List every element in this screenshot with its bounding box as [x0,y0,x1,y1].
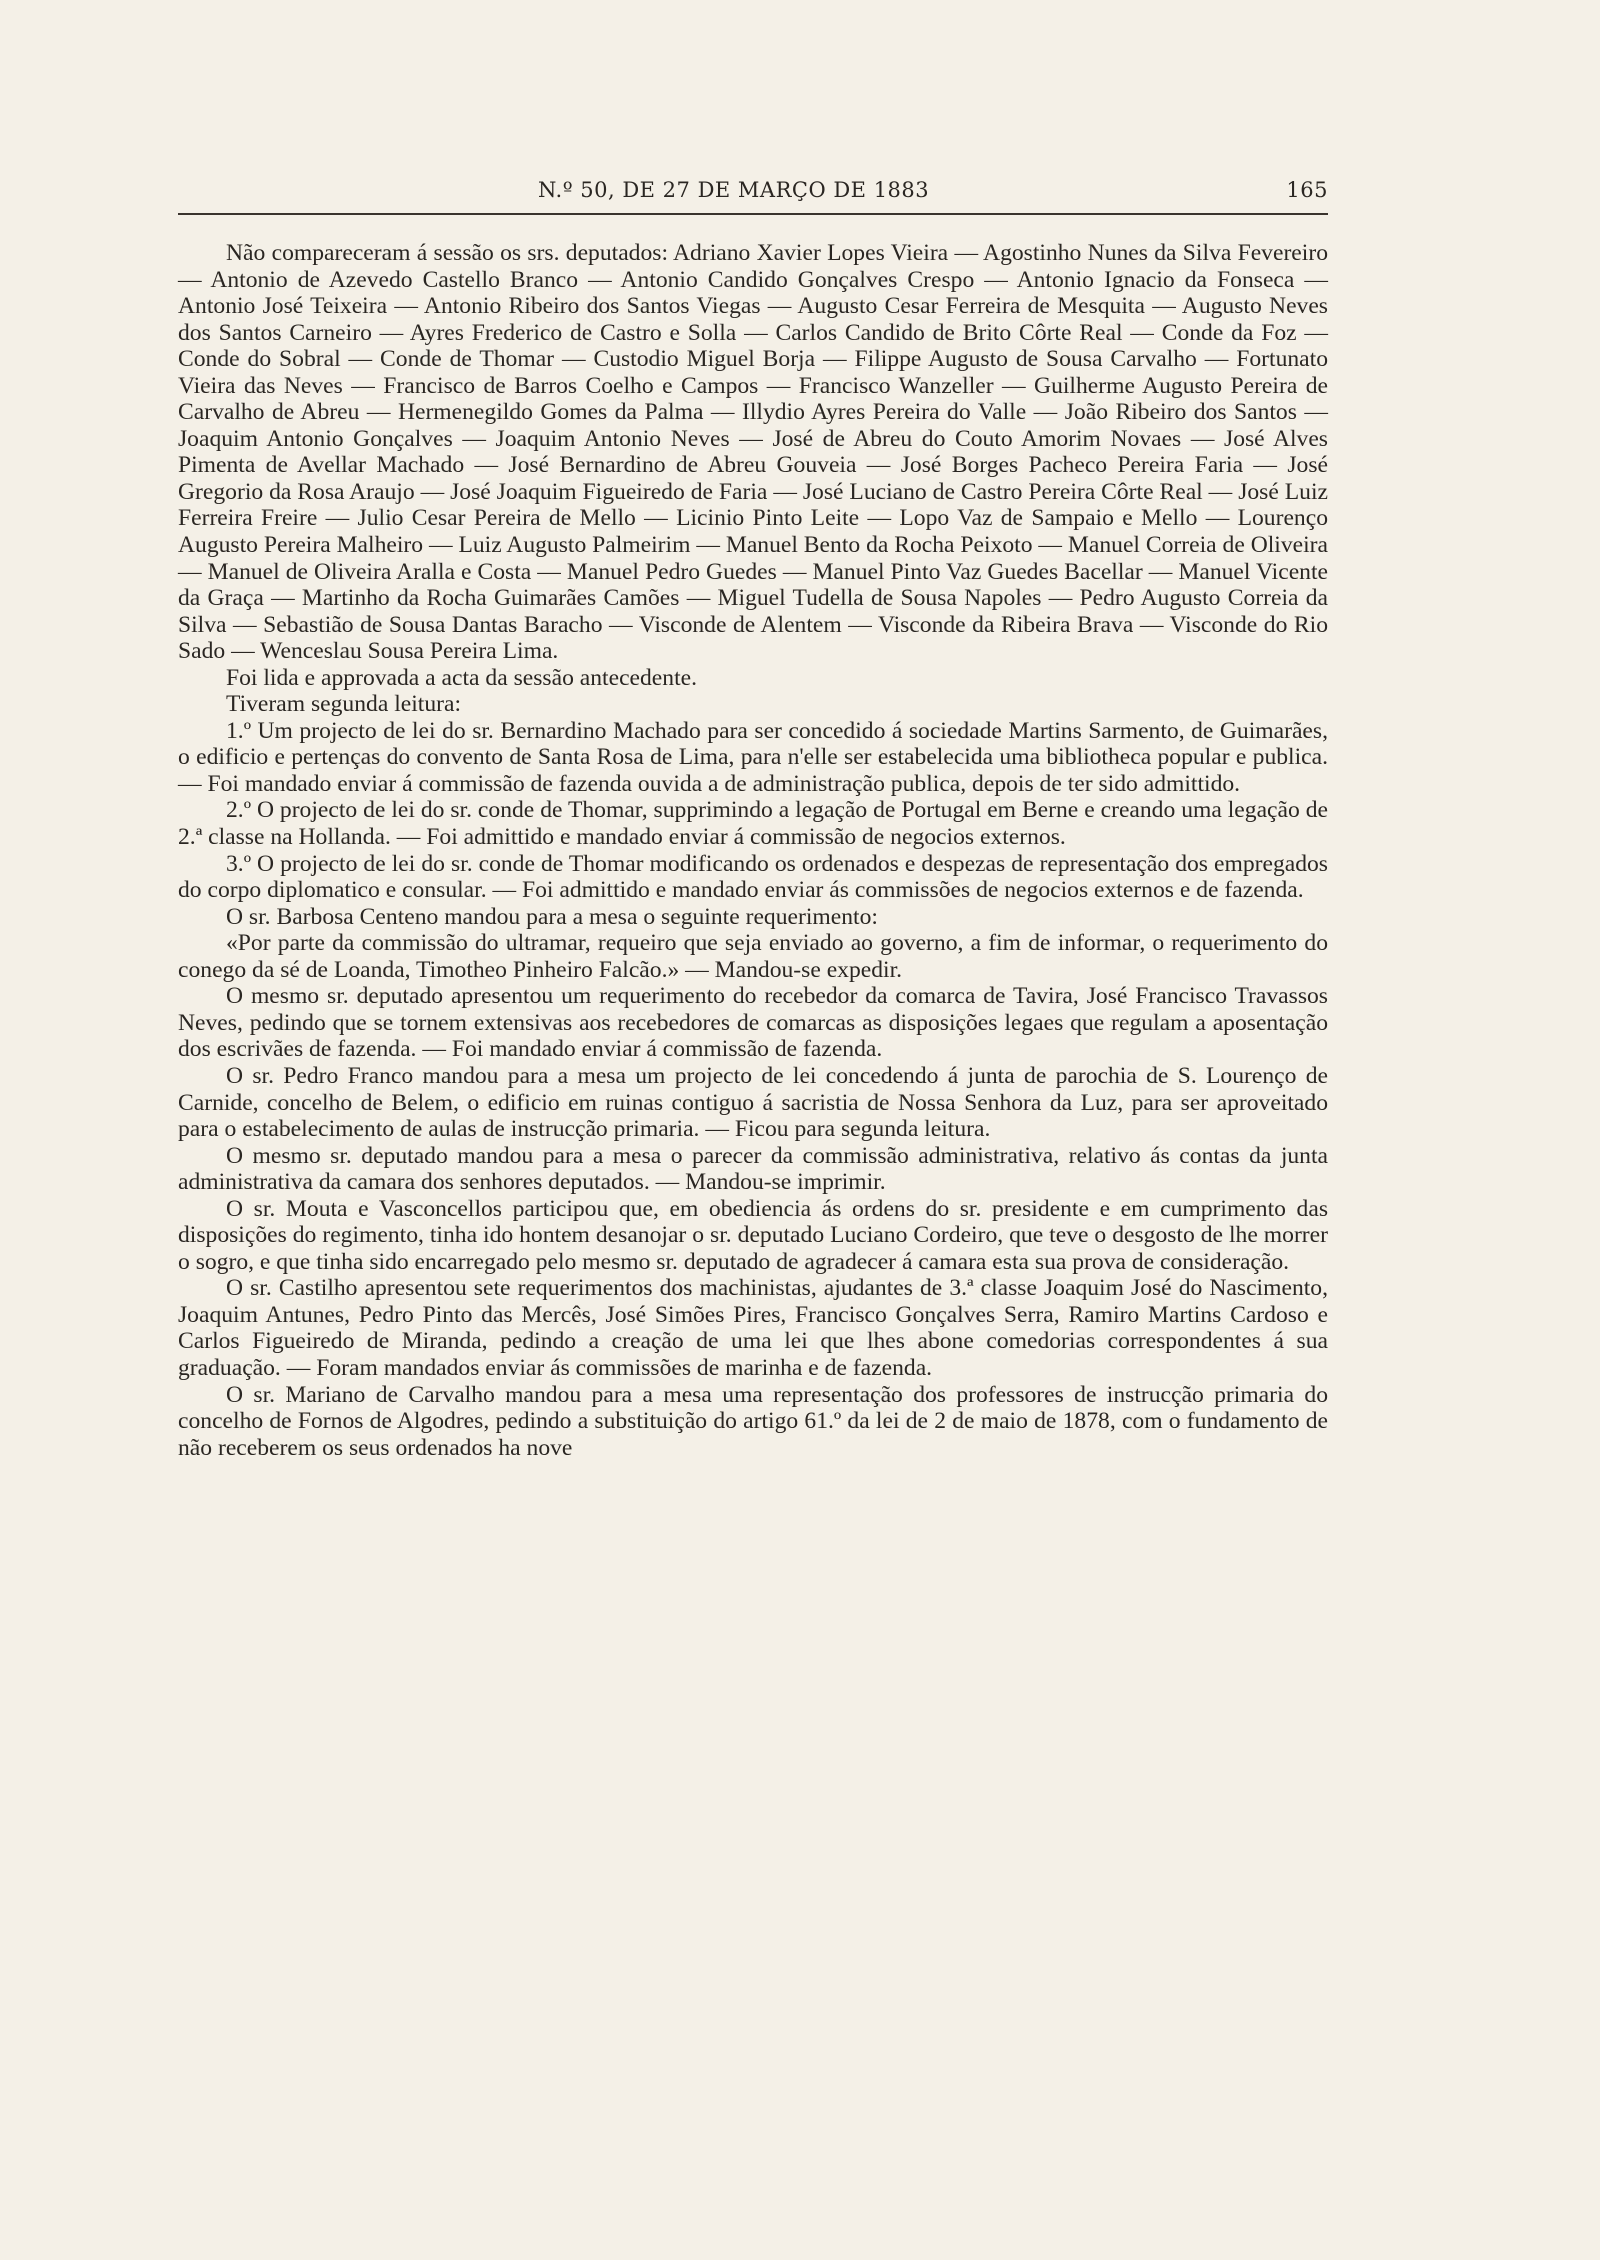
paragraph-castilho: O sr. Castilho apresentou sete requerimentos dos machinistas, ajudantes de 3.ª classe Joaquim José do Nascimento, Joaquim Antunes, Pedro Pinto das Mercês, José Simões Pires, Francisco Gonçalves Serra, Ramiro Martins Cardoso e Carlos Figueiredo de Miranda, pedindo a creação de uma lei que lhes abone comedorias correspondentes á sua graduação. — Foram mandados enviar ás commissões de marinha e de fazenda. [178,1275,1328,1381]
paragraph-parecer: O mesmo sr. deputado mandou para a mesa o parecer da commissão administrativa, relativo ás contas da junta administrativa da camara dos senhores deputados. — Mandou-se imprimir. [178,1142,1328,1196]
paragraph-second-reading: Tiveram segunda leitura: [226,691,462,718]
paragraph-pedro-franco: O sr. Pedro Franco mandou para a mesa um projecto de lei concedendo á junta de parochia de S. Lourenço de Carnide, concelho de Belem, o edificio em ruinas contiguo á sacristia de Nossa Senhora da Luz, para ser aproveitado para o estabelecimento de aulas de instrucção primaria. — Ficou para segunda leitura. [178,1062,1328,1143]
paragraph-minutes: Foi lida e approvada a acta da sessão antecedente. [226,664,697,691]
body-text [178,240,1328,1461]
running-title: N.º 50, DE 27 DE MARÇO DE 1883 [538,178,930,202]
paragraph-centeno: O sr. Barbosa Centeno mandou para a mesa o seguinte requerimento: [226,903,878,930]
header-rule [178,213,1328,215]
page-number: 165 [1286,178,1328,202]
paragraph-requerimento-quote: «Por parte da commissão do ultramar, requeiro que seja enviado ao governo, a fim de informar, o requerimento do conego da sé de Loanda, Timotheo Pinheiro Falcão.» — Mandou-se expedir. [178,930,1328,983]
paragraph-item-3: 3.º O projecto de lei do sr. conde de Thomar modificando os ordenados e despezas de representação dos empregados do corpo diplomatico e consular. — Foi admittido e mandado enviar ás commissões de negocios externos e de fazenda. [178,850,1328,904]
paragraph-tavira: O mesmo sr. deputado apresentou um requerimento do recebedor da comarca de Tavira, José Francisco Travassos Neves, pedindo que se tornem extensivas aos recebedores de comarcas as disposições legaes que regulam a aposentação dos escrivães de fazenda. — Foi mandado enviar á commissão de fazenda. [178,983,1328,1063]
paragraph-mouta: O sr. Mouta e Vasconcellos participou que, em obediencia ás ordens do sr. presidente e em cumprimento das disposições do regimento, tinha ido hontem desanojar o sr. deputado Luciano Cordeiro, que teve o desgosto de lhe morrer o sogro, e que tinha sido encarregado pelo mesmo sr. deputado de agradecer á camara esta sua prova de consideração. [178,1195,1328,1275]
paragraph-item-2: 2.º O projecto de lei do sr. conde de Thomar, supprimindo a legação de Portugal em Berne e creando uma legação de 2.ª classe na Hollanda. — Foi admittido e mandado enviar á commissão de negocios externos. [178,797,1328,851]
page-header [178,172,1328,206]
paragraph-item-1: 1.º Um projecto de lei do sr. Bernardino Machado para ser concedido á sociedade Martins Sarmento, de Guimarães, o edificio e pertenças do convento de Santa Rosa de Lima, para n'elle ser estabelecida uma bibliotheca popular e publica. — Foi mandado enviar á commissão de fazenda ouvida a de administração publica, depois de ter sido admittido. [178,717,1328,797]
paragraph-mariano: O sr. Mariano de Carvalho mandou para a mesa uma representação dos professores de instrucção primaria do concelho de Fornos de Algodres, pedindo a substituição do artigo 61.º da lei de 2 de maio de 1878, com o fundamento de não receberem os seus ordenados ha nove [178,1381,1328,1461]
paragraph-absent-deputies: Não compareceram á sessão os srs. deputados: Adriano Xavier Lopes Vieira — Agostinho Nunes da Silva Fevereiro — Antonio de Azevedo Castello Branco — Antonio Candido Gonçalves Crespo — Antonio Ignacio da Fonseca — Antonio José Teixeira — Antonio Ribeiro dos Santos Viegas — Augusto Cesar Ferreira de Mesquita — Augusto Neves dos Santos Carneiro — Ayres Frederico de Castro e Solla — Carlos Candido de Brito Côrte Real — Conde da Foz — Conde do Sobral — Conde de Thomar — Custodio Miguel Borja — Filippe Augusto de Sousa Carvalho — Fortunato Vieira das Neves — Francisco de Barros Coelho e Campos — Francisco Wanzeller — Guilherme Augusto Pereira de Carvalho de Abreu — Hermenegildo Gomes da Palma — Illydio Ayres Pereira do Valle — João Ribeiro dos Santos — Joaquim Antonio Gonçalves — Joaquim Antonio Neves — José de Abreu do Couto Amorim Novaes — José Alves Pimenta de Avellar Machado — José Bernardino de Abreu Gouveia — José Borges Pacheco Pereira Faria — José Gregorio da Rosa Araujo — José Joaquim Figueiredo de Faria — José Luciano de Castro Pereira Côrte Real — José Luiz Ferreira Freire — Julio Cesar Pereira de Mello — Licinio Pinto Leite — Lopo Vaz de Sampaio e Mello — Lourenço Augusto Pereira Malheiro — Luiz Augusto Palmeirim — Manuel Bento da Rocha Peixoto — Manuel Correia de Oliveira — Manuel de Oliveira Aralla e Costa — Manuel Pedro Guedes — Manuel Pinto Vaz Guedes Bacellar — Manuel Vicente da Graça — Martinho da Rocha Guimarães Camões — Miguel Tudella de Sousa Napoles — Pedro Augusto Correia da Silva — Sebastião de Sousa Dantas Baracho — Visconde de Alentem — Visconde da Ribeira Brava — Visconde do Rio Sado — Wenceslau Sousa Pereira Lima. [178,240,1328,665]
